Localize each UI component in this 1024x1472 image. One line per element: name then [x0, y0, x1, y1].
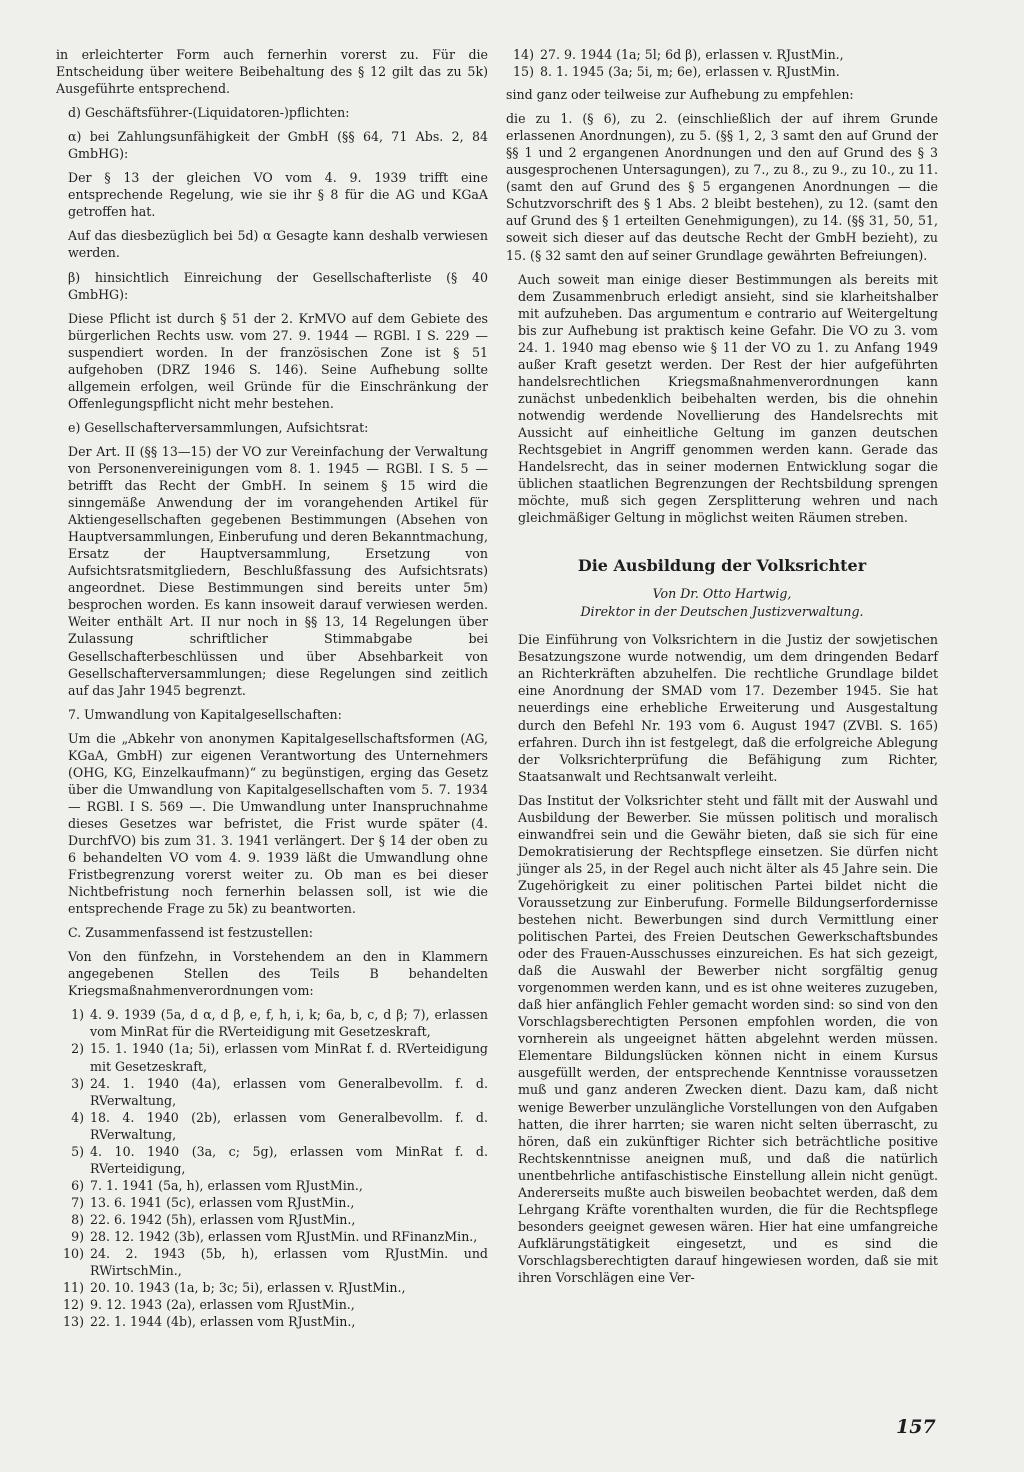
list-item: 11) 20. 10. 1943 (1a, b; 3c; 5i), erlassen v. RJustMin., — [63, 1280, 406, 1296]
list-item: 9) 28. 12. 1942 (3b), erlassen vom RJustMin. und RFinanzMin., — [71, 1229, 478, 1244]
paragraph: Die Einführung von Volksrichtern in die Justiz der sowjetischen Besatzungszone wurde notwendig, um dem dringenden Bedarf an Richterkräften abzuhelfen. Die rechtliche Grundlage bildet eine Anordnung der SMAD vom 17. Dezember 1945. Sie hat neuerdings eine erhebliche Erweiterung und Ausgestaltung durch den Befehl Nr. 193 vom 6. August 1947 (ZVBl. S. 165) erfahren. Durch ihn ist festgelegt, daß die erfolgreiche Ablegung der Volksrichterprüfung die Befähigung zum Richter, Staatsanwalt und Rechtsanwalt verleiht. — [518, 632, 938, 784]
section-heading: e) Gesellschafterversammlungen, Aufsichtsrat: — [68, 419, 369, 435]
page-number: 157 — [896, 1416, 936, 1438]
subsection-heading: β) hinsichtlich Einreichung der Gesellschafterliste (§ 40 GmbHG): — [68, 269, 488, 302]
right-column — [506, 46, 938, 1293]
paragraph: Auch soweit man einige dieser Bestimmungen als bereits mit dem Zusammenbruch erledigt ansieht, sind sie klarheitshalber mit aufzuheben. Das argumentum e contrario auf Weitergeltung bis zur Aufhebung ist praktisch keine Gefahr. Die VO zu 3. vom 24. 1. 1940 mag ebenso wie § 11 der VO zu 1. zu Anfang 1949 außer Kraft gesetzt werden. Der Rest der hier aufgeführten handelsrechtlichen Kriegsmaßnahmenverordnungen kann zunächst unbedenklich beibehalten werden, bis die ohnehin notwendig werdende Novellierung des Handelsrechts mit Aussicht auf einheitliche Geltung im ganzen deutschen Rechtsgebiet in Angriff genommen werden kann. Gerade das Handelsrecht, das in seiner modernen Entwicklung sogar die üblichen staatlichen Begrenzungen der Rechtsbildung sprengen möchte, muß sich gegen Zersplitterung wehren und nach gleichmäßiger Geltung in möglichst weiten Räumen streben. — [518, 271, 938, 526]
left-column — [56, 46, 488, 1330]
paragraph: sind ganz oder teilweise zur Aufhebung zu empfehlen: — [506, 87, 854, 103]
list-item: 15) 8. 1. 1945 (3a; 5i, m; 6e), erlassen v. RJustMin. — [513, 64, 840, 80]
section-heading: C. Zusammenfassend ist festzustellen: — [68, 925, 313, 941]
paragraph: die zu 1. (§ 6), zu 2. (einschließlich der auf ihrem Grunde erlassenen Anordnungen), zu 5. (§§ 1, 2, 3 samt den auf Grund der §§ 1 und 2 ergangenen Anordnungen und den auf Grund des § 3 ausgesprochenen Untersagungen), zu 7., zu 8., zu 9., zu 10., zu 11. (samt den auf Grund des § 5 ergangenen Anordnungen — die Schutzvorschrift des § 1 Abs. 2 bleibt bestehen), zu 12. (samt den auf Grund des § 1 erteilten Genehmigungen), zu 14. (§§ 31, 50, 51, soweit sich dieser auf das deutsche Recht der GmbH bezieht), zu 15. (§ 32 samt den auf seiner Grundlage gewährten Befreiungen). — [506, 111, 938, 263]
list-item: 3) 24. 1. 1940 (4a), erlassen vom Generalbevollm. f. d. RVerwaltung, — [71, 1075, 488, 1108]
list-item: 10) 24. 2. 1943 (5b, h), erlassen vom RJustMin. und RWirtschMin., — [63, 1246, 488, 1279]
list-item: 7) 13. 6. 1941 (5c), erlassen vom RJustMin., — [71, 1194, 355, 1210]
list-item: 12) 9. 12. 1943 (2a), erlassen vom RJustMin., — [63, 1297, 355, 1313]
list-item: 6) 7. 1. 1941 (5a, h), erlassen vom RJustMin., — [71, 1177, 363, 1193]
list-item: 4) 18. 4. 1940 (2b), erlassen vom Generalbevollm. f. d. RVerwaltung, — [71, 1109, 488, 1142]
paragraph: Um die „Abkehr von anonymen Kapitalgesellschaftsformen (AG, KGaA, GmbH) zur eigenen Verantwortung des Unternehmers (OHG, KG, Einzelkaufmann)“ zu begünstigen, erging das Gesetz über die Umwandlung von Kapitalgesellschaften vom 5. 7. 1934 — RGBl. I S. 569 —. Die Umwandlung unter Inanspruchnahme dieses Gesetzes war befristet, die Frist wurde später (4. DurchfVO) bis zum 31. 3. 1941 verlängert. Der § 14 der oben zu 6 behandelten VO vom 4. 9. 1939 läßt die Umwandlung ohne Fristbegrenzung vorerst weiter zu. Ob man es bei dieser Nichtbefristung noch fernerhin belassen soll, ist wie die entsprechende Frage zu 5k) zu beantworten. — [68, 730, 488, 917]
article-author: Von Dr. Otto Hartwig, — [652, 586, 792, 602]
subsection-heading: α) bei Zahlungsunfähigkeit der GmbH (§§ 64, 71 Abs. 2, 84 GmbHG): — [68, 129, 488, 162]
list-item: 8) 22. 6. 1942 (5h), erlassen vom RJustMin., — [71, 1211, 356, 1227]
author-title: Direktor in der Deutschen Justizverwaltung. — [580, 604, 864, 620]
paragraph: Von den fünfzehn, in Vorstehendem an den in Klammern angegebenen Stellen des Teils B behandelten Kriegsmaßnahmenverordnungen vom: — [68, 949, 488, 999]
section-heading: 7. Umwandlung von Kapitalgesellschaften: — [68, 706, 342, 722]
paragraph: Auf das diesbezüglich bei 5d) α Gesagte kann deshalb verwiesen werden. — [68, 228, 488, 261]
decree-list — [56, 1006, 488, 1330]
paragraph: Diese Pflicht ist durch § 51 der 2. KrMVO auf dem Gebiete des bürgerlichen Rechts usw. vom 27. 9. 1944 — RGBl. I S. 229 — suspendiert worden. In der französischen Zone ist § 51 aufgehoben (DRZ 1946 S. 146). Seine Aufhebung sollte allgemein erfolgen, weil Gründe für die Einschränkung der Offenlegungspflicht nicht mehr bestehen. — [68, 310, 488, 411]
paragraph: Das Institut der Volksrichter steht und fällt mit der Auswahl und Ausbildung der Bewerber. Sie müssen politisch und moralisch einwandfrei sein und die Gewähr bieten, daß sie sich für eine Demokratisierung der Rechtspflege einsetzen. Sie dürfen nicht jünger als 25, in der Regel auch nicht älter als 45 Jahre sein. Die Zugehörigkeit zu einer politischen Partei bildet nicht die Voraussetzung zur Einberufung. Formelle Bildungserfordernisse bestehen nicht. Bewerbungen sind durch Vermittlung einer politischen Partei, des Freien Deutschen Gewerkschaftsbundes oder des Frauen-Ausschusses einzureichen. Es hat sich gezeigt, daß die Auswahl der Bewerber nicht sorgfältig genug vorgenommen werden kann, und es ist ohne weiteres zuzugeben, daß hier anfänglich Fehler gemacht worden sind: so sind von den Vorschlagsberechtigten Personen empfohlen worden, die von vornherein als ungeeignet hätten abgelehnt werden müssen. Elementare Bildungslücken können nicht in einem Kursus ausgefüllt werden, der entsprechende Kenntnisse voraussetzen muß und ganz anderen Zwecken dient. Dazu kam, daß nicht wenige Bewerber unzulängliche Vorstellungen von den Aufgaben hatten, die ihrer harrten; sie waren nicht selten überrascht, zu hören, daß ein zukünftiger Richter sich beträchtliche positive Rechtskenntnisse aneignen muß, und daß die natürlich unentbehrliche antifaschistische Einstellung allein nicht genügt. Andererseits mußte auch bisweilen beobachtet werden, daß dem Lehrgang Kräfte vorenthalten wurden, die für die Rechtspflege besonders geeignet gewesen wären. Hier hat eine umfangreiche Aufklärungstätigkeit eingesetzt, und es sind die Vorschlagsberechtigten darauf hingewiesen worden, daß sie mit ihren Vorschlägen eine Ver- — [518, 792, 938, 1285]
article-title: Die Ausbildung der Volksrichter — [577, 556, 867, 576]
paragraph: Der § 13 der gleichen VO vom 4. 9. 1939 trifft eine entsprechende Regelung, wie sie ihr § 8 für die AG und KGaA getroffen hat. — [68, 170, 488, 220]
decree-list-continued — [506, 46, 938, 80]
list-item: 2) 15. 1. 1940 (1a; 5i), erlassen vom MinRat f. d. RVerteidigung mit Gesetzeskraft, — [71, 1041, 488, 1074]
list-item: 5) 4. 10. 1940 (3a, c; 5g), erlassen vom MinRat f. d. RVerteidigung, — [71, 1143, 488, 1176]
list-item: 13) 22. 1. 1944 (4b), erlassen vom RJustMin., — [63, 1314, 356, 1330]
list-item: 1) 4. 9. 1939 (5a, d α, d β, e, f, h, i, k; 6a, b, c, d β; 7), erlassen vom MinRat für die RVerteidigung mit Gesetzeskraft, — [71, 1007, 488, 1040]
paragraph: in erleichterter Form auch fernerhin vorerst zu. Für die Entscheidung über weitere Beibehaltung des § 12 gilt das zu 5k) Ausgeführte entsprechend. — [56, 47, 488, 97]
list-item: 14) 27. 9. 1944 (1a; 5l; 6d β), erlassen v. RJustMin., — [513, 47, 844, 62]
paragraph: Der Art. II (§§ 13—15) der VO zur Vereinfachung der Verwaltung von Personenvereinigungen vom 8. 1. 1945 — RGBl. I S. 5 — betrifft das Recht der GmbH. In seinem § 15 wird die sinngemäße Anwendung der im vorangehenden Artikel für Aktiengesellschaften gegebenen Bestimmungen (Absehen von Hauptversammlungen, Einberufung und deren Bekanntmachung, Ersatz der Hauptversammlung, Ersetzung von Aufsichtsratsmitgliedern, Beschlußfassung des Aufsichtsrats) angeordnet. Diese Bestimmungen sind bereits unter 5m) besprochen worden. Es kann insoweit darauf verwiesen werden. Weiter enthält Art. II nur noch in §§ 13, 14 Regelungen über Zulassung schriftlicher Stimmabgabe bei Gesellschafterbeschlüssen und über Absehbarkeit von Gesellschafterversammlungen; diese Regelungen sind zeitlich auf das Jahr 1945 begrenzt. — [68, 443, 488, 698]
section-heading: d) Geschäftsführer-(Liquidatoren-)pflichten: — [68, 105, 350, 121]
